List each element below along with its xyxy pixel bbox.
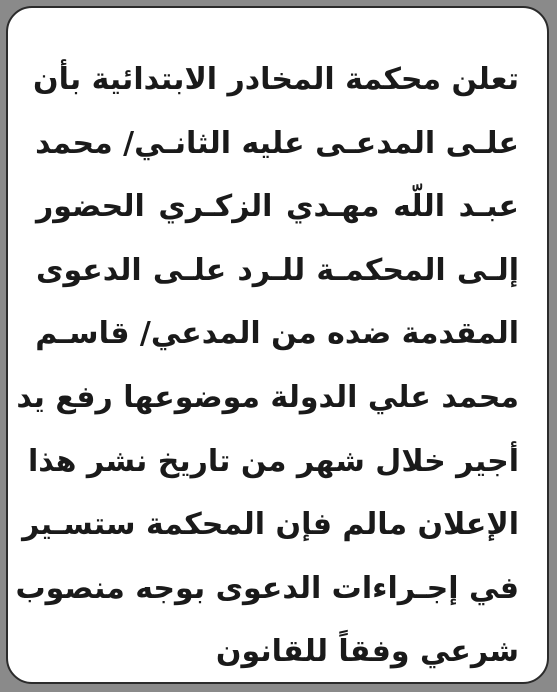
notice-line-8: الإعلان مالم فإن المحكمة ستسـير (22, 507, 519, 543)
notice-line-4: إلـى المحكمـة للـرد علـى الدعوى (36, 252, 519, 288)
notice-line-5: المقدمة ضده من المدعي/ قاسـم (35, 316, 519, 352)
notice-text (15, 48, 519, 684)
notice-line-3: عبـد اللّه مهـدي الزكـري الحضور (36, 189, 519, 225)
notice-card (6, 6, 549, 684)
notice-line-1: تعلن محكمة المخادر الابتدائية بأن (33, 62, 519, 97)
notice-line-6: محمد علي الدولة موضوعها رفع يد (16, 379, 519, 415)
notice-line-9: في إجـراءات الدعوى بوجه منصوب (15, 570, 519, 606)
notice-line-2: علـى المدعـى عليه الثانـي/ محمد (35, 125, 519, 161)
notice-line-7: أجير خلال شهر من تاريخ نشر هذا (27, 443, 519, 479)
notice-line-10: شرعي وفقاً للقانون (215, 634, 519, 670)
